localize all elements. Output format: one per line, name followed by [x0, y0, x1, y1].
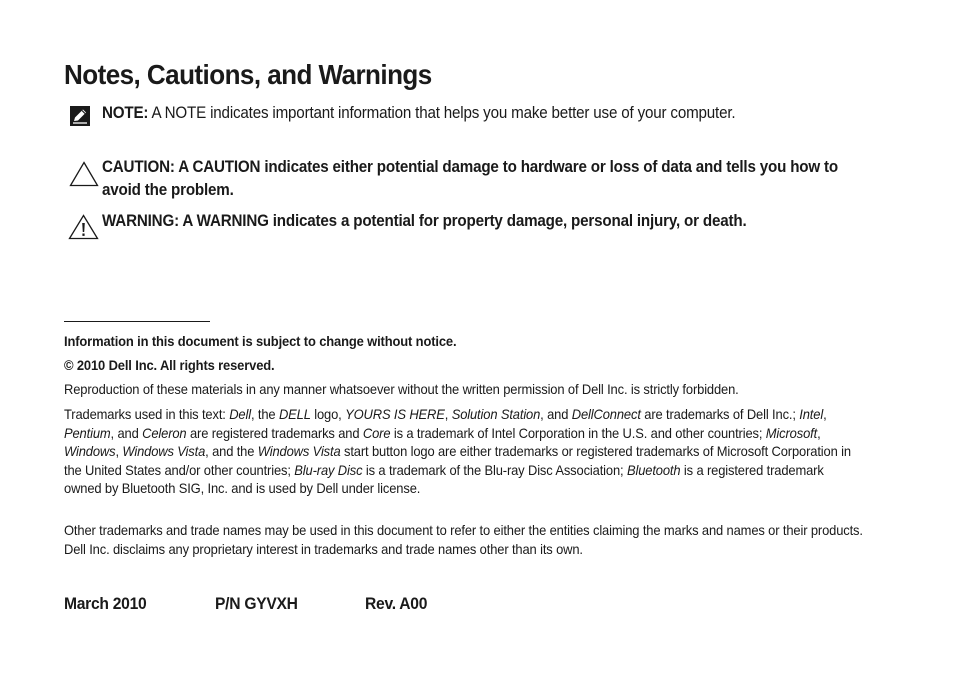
trademark-name: Windows Vista [122, 443, 206, 459]
trademark-name: YOURS IS HERE [345, 406, 445, 422]
trademark-name: Core [362, 424, 391, 441]
trademark-text-segment: , [823, 406, 827, 422]
trademark-text-segment: , [817, 424, 821, 441]
publication-date: March 2010 [64, 594, 147, 613]
trademark-name: DELL [278, 406, 311, 422]
trademark-name: Intel [799, 406, 824, 422]
pencil-note-icon [70, 106, 90, 126]
trademark-name: Bluetooth [626, 461, 681, 478]
other-trademarks-notice: Other trademarks and trade names may be used in this document to refer to either the entities claiming the marks and names or their products. Dell Inc. disclaims any proprietary interest in trademarks and trade names other than its own. [64, 522, 863, 557]
warning-exclamation-icon [68, 214, 99, 240]
trademark-name: DellConnect [571, 406, 641, 422]
trademark-text-segment: is a registered trademark owned by Bluetooth SIG, Inc. and is used by Dell under license. [64, 461, 824, 496]
trademark-text-segment: Trademarks used in this text: [64, 406, 230, 422]
trademark-name: Windows Vista [257, 443, 341, 459]
caution-notice [102, 156, 862, 202]
trademark-text-segment: , and [110, 424, 143, 441]
trademark-name: Pentium [64, 424, 111, 441]
trademark-text-segment: , and [540, 406, 572, 422]
note-label: NOTE: [102, 104, 149, 122]
trademarks-text [64, 405, 856, 498]
trademark-text-segment: is a trademark of Intel Corporation in the U.S. and other countries; [390, 424, 766, 441]
page-title: Notes, Cautions, and Warnings [64, 59, 432, 90]
trademark-name: Celeron [142, 424, 187, 441]
trademark-name: Blu-ray Disc [294, 461, 363, 478]
trademark-name: Microsoft [765, 424, 818, 441]
trademark-text-segment: start button logo are either trademarks or registered trademarks of Microsoft Corporation in the United States and/or other countries; [64, 443, 851, 478]
trademark-text-segment: are trademarks of Dell Inc.; [640, 406, 800, 422]
trademark-text-segment: are registered trademarks and [186, 424, 363, 441]
change-notice: Information in this document is subject to change without notice. [64, 333, 457, 349]
revision: Rev. A00 [365, 594, 428, 613]
trademark-name: Dell [229, 406, 251, 422]
part-number: P/N GYVXH [215, 594, 298, 613]
trademark-text-segment: logo, [310, 406, 346, 422]
reproduction-notice: Reproduction of these materials in any manner whatsoever without the written permission of Dell Inc. is strictly forbidden. [64, 381, 739, 397]
trademark-name: Solution Station [451, 406, 541, 422]
trademark-name: Windows [64, 443, 116, 459]
warning-text: WARNING: A WARNING indicates a potential for property damage, personal injury, or death. [102, 212, 747, 230]
trademark-text-segment: , and the [205, 443, 258, 459]
caution-triangle-icon [69, 161, 99, 187]
trademarks-notice [64, 405, 924, 498]
trademark-text-segment: is a trademark of the Blu-ray Disc Association; [362, 461, 627, 478]
trademark-text-segment: , the [250, 406, 279, 422]
warning-notice [102, 210, 862, 233]
note-notice [102, 102, 862, 125]
footnote-divider [64, 321, 210, 322]
trademark-text-segment: , [444, 406, 452, 422]
trademark-text-segment: , [115, 443, 123, 459]
note-text: A NOTE indicates important information that helps you make better use of your computer. [148, 104, 736, 122]
caution-text: CAUTION: A CAUTION indicates either potential damage to hardware or loss of data and tells you how to avoid the problem. [102, 158, 839, 199]
copyright-notice: © 2010 Dell Inc. All rights reserved. [64, 357, 275, 373]
